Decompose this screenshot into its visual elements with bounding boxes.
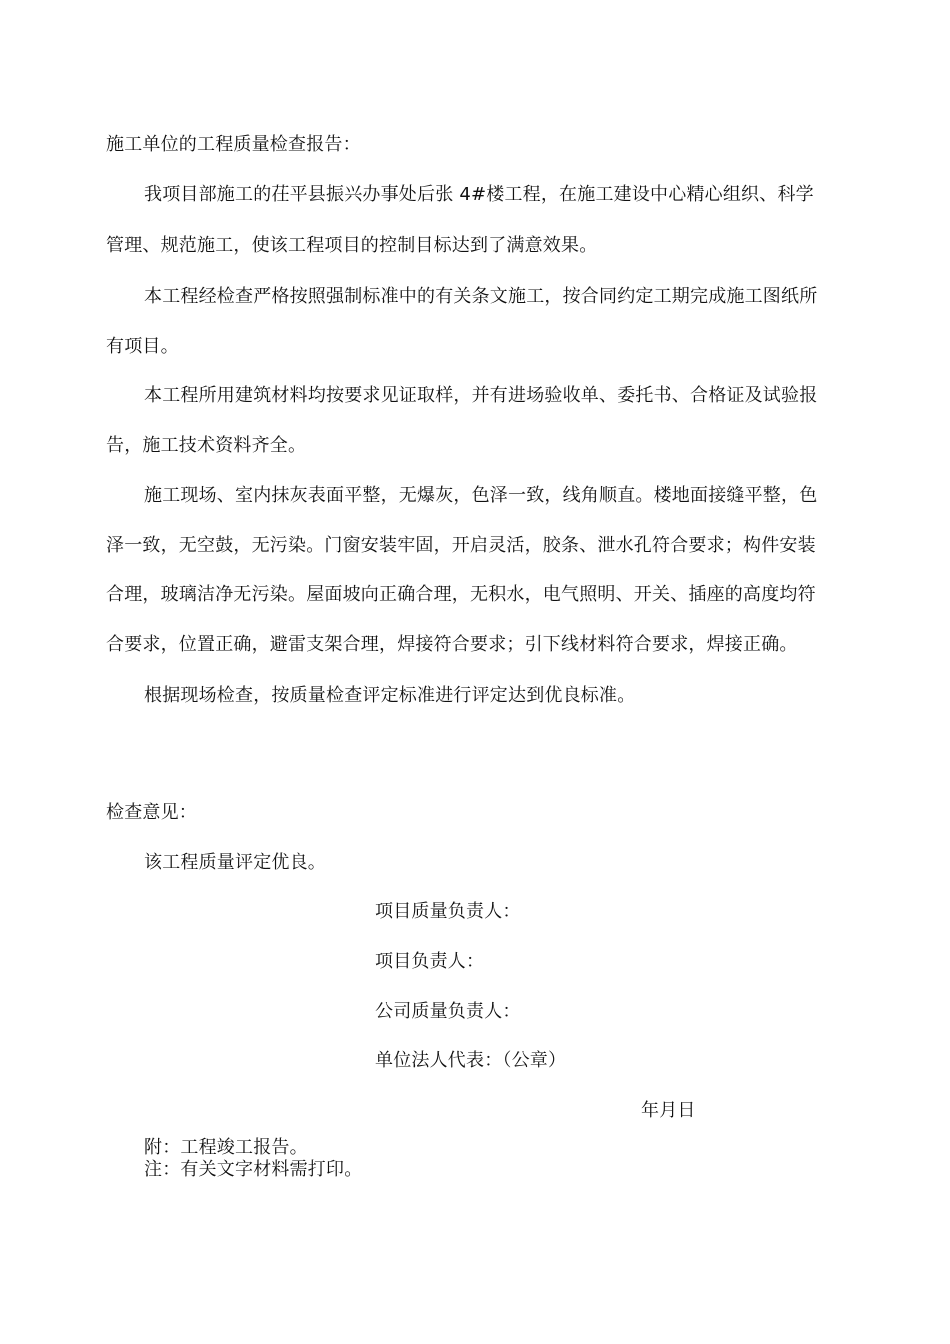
- opinion-heading: 检查意见：: [106, 802, 197, 823]
- paragraph-2-line-1: 本工程经检查严格按照强制标准中的有关条文施工，按合同约定工期完成施工图纸所: [144, 286, 818, 307]
- paragraph-5-line-1: 根据现场检查，按质量检查评定标准进行评定达到优良标准。: [144, 685, 636, 706]
- paragraph-1-line-1: 我项目部施工的茌平县振兴办事处后张 4#楼工程，在施工建设中心精心组织、科学: [144, 184, 814, 205]
- note-print: 注：有关文字材料需打印。: [144, 1159, 363, 1180]
- paragraph-2-line-2: 有项目。: [106, 336, 179, 357]
- date-label: 年月日: [641, 1100, 696, 1121]
- signature-company-quality-lead: 公司质量负责人：: [375, 1001, 521, 1022]
- paragraph-3-line-2: 告，施工技术资料齐全。: [106, 435, 307, 456]
- opinion-text: 该工程质量评定优良。: [144, 852, 326, 873]
- paragraph-4-line-3: 合理，玻璃洁净无污染。屋面坡向正确合理，无积水，电气照明、开关、插座的高度均符: [106, 584, 816, 605]
- paragraph-4-line-4: 合要求，位置正确，避雷支架合理，焊接符合要求；引下线材料符合要求，焊接正确。: [106, 634, 798, 655]
- paragraph-1-line-2: 管理、规范施工，使该工程项目的控制目标达到了满意效果。: [106, 235, 598, 256]
- paragraph-4-line-2: 泽一致，无空鼓，无污染。门窗安装牢固，开启灵活，胶条、泄水孔符合要求；构件安装: [106, 535, 816, 556]
- signature-project-lead: 项目负责人：: [375, 951, 485, 972]
- note-attachment: 附：工程竣工报告。: [144, 1137, 308, 1158]
- paragraph-4-line-1: 施工现场、室内抹灰表面平整，无爆灰，色泽一致，线角顺直。楼地面接缝平整，色: [144, 485, 818, 506]
- report-heading: 施工单位的工程质量检查报告：: [106, 134, 361, 155]
- paragraph-3-line-1: 本工程所用建筑材料均按要求见证取样，并有进场验收单、委托书、合格证及试验报: [144, 385, 818, 406]
- signature-legal-representative: 单位法人代表：（公章）: [375, 1050, 567, 1071]
- signature-project-quality-lead: 项目质量负责人：: [375, 901, 521, 922]
